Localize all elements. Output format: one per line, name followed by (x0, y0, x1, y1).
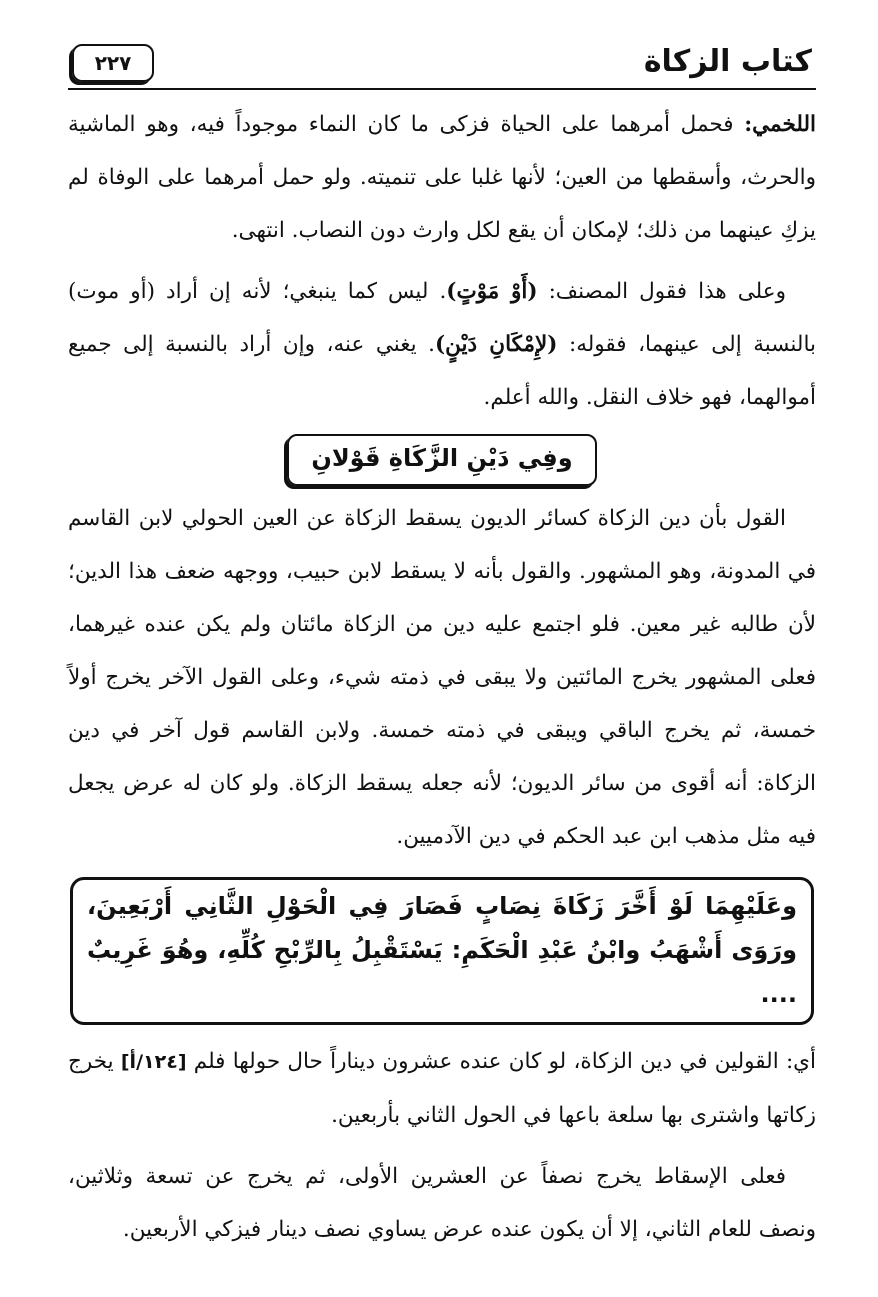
quoted-matn: (لإِمْكَانِ دَيْنٍ) (435, 332, 558, 357)
paragraph-text: القول بأن دين الزكاة كسائر الديون يسقط الزكاة عن العين الحولي لابن القاسم في المدونة، وهو المشهور. والقول بأنه لا يسقط لابن حبيب، ووجهه ضعف هذا الدين؛ لأن طالبه غير معين. فلو اجتمع عليه دين من الزكاة مائتان ولم يكن عنده غيرهما، فعلى المشهور يخرج المائتين ولا يبقى في ذمته شيء، وعلى القول الآخر يخرج أولاً خمسة، ثم يخرج الباقي ويبقى في ذمته خمسة. ولابن القاسم قول آخر في دين الزكاة: أنه أقوى من سائر الديون؛ لأنه جعله يسقط الزكاة. ولو كان له عرض يجعل فيه مثل مذهب ابن عبد الحكم في دين الآدميين. (68, 506, 816, 849)
paragraph-explanation (68, 1035, 816, 1142)
section-heading-wrap (68, 434, 816, 486)
paragraph-text: . ليس كما ينبغي؛ لأنه إن أراد (أو موت) بالنسبة إلى عينهما، فقوله: (68, 279, 816, 357)
paragraph-commentary (68, 265, 816, 424)
section-heading: وفِي دَيْنِ الزَّكَاةِ قَوْلانِ (287, 434, 596, 486)
matn-box (70, 877, 814, 1025)
paragraph-isqat (68, 1150, 816, 1256)
book-page (68, 36, 816, 1256)
page-number: ٢٢٧ (72, 44, 154, 82)
running-title: كتاب الزكاة (643, 44, 812, 79)
quoted-matn: (أَوْ مَوْتٍ) (446, 279, 538, 304)
matn-text: وعَلَيْهِمَا لَوْ أَخَّرَ زَكَاةَ نِصَابٍ فَصَارَ فِي الْحَوْلِ الثَّانِي أَرْبَعِينَ، ورَوَى أَشْهَبُ وابْنُ عَبْدِ الْحَكَمِ: يَسْتَقْبِلُ بِالرِّبْحِ كُلِّهِ، وهُوَ غَرِيبٌ .... (87, 892, 797, 1008)
paragraph-text: يخرج زكاتها واشترى بها سلعة باعها في الحول الثاني بأربعين. (68, 1049, 816, 1128)
author-label: اللخمي: (744, 112, 816, 137)
paragraph-zakat-debt (68, 492, 816, 863)
paragraph-lakhmi (68, 98, 816, 257)
paragraph-text: وعلى هذا فقول المصنف: (537, 279, 786, 304)
paragraph-text: فحمل أمرهما على الحياة فزكى ما كان النماء موجوداً فيه، وهو الماشية والحرث، وأسقطها من العين؛ لأنها غلبا على تنميته. ولو حمل أمرهما على الوفاة لم يزكِ عينهما من ذلك؛ لإمكان أن يقع لكل وارث دون النصاب. انتهى. (68, 112, 816, 243)
paragraph-text: فعلى الإسقاط يخرج نصفاً عن العشرين الأولى، ثم يخرج عن تسعة وثلاثين، ونصف للعام الثاني، إلا أن يكون عنده عرض يساوي نصف دينار فيزكي الأربعين. (68, 1164, 816, 1242)
page-header (68, 36, 816, 90)
paragraph-text: . يغني عنه، وإن أراد بالنسبة إلى جميع أموالهما، فهو خلاف النقل. والله أعلم. (68, 332, 816, 410)
paragraph-text: أي: القولين في دين الزكاة، لو كان عنده عشرون ديناراً حال حولها فلم (186, 1049, 816, 1074)
folio-reference: [١٢٤/أ] (120, 1051, 187, 1073)
